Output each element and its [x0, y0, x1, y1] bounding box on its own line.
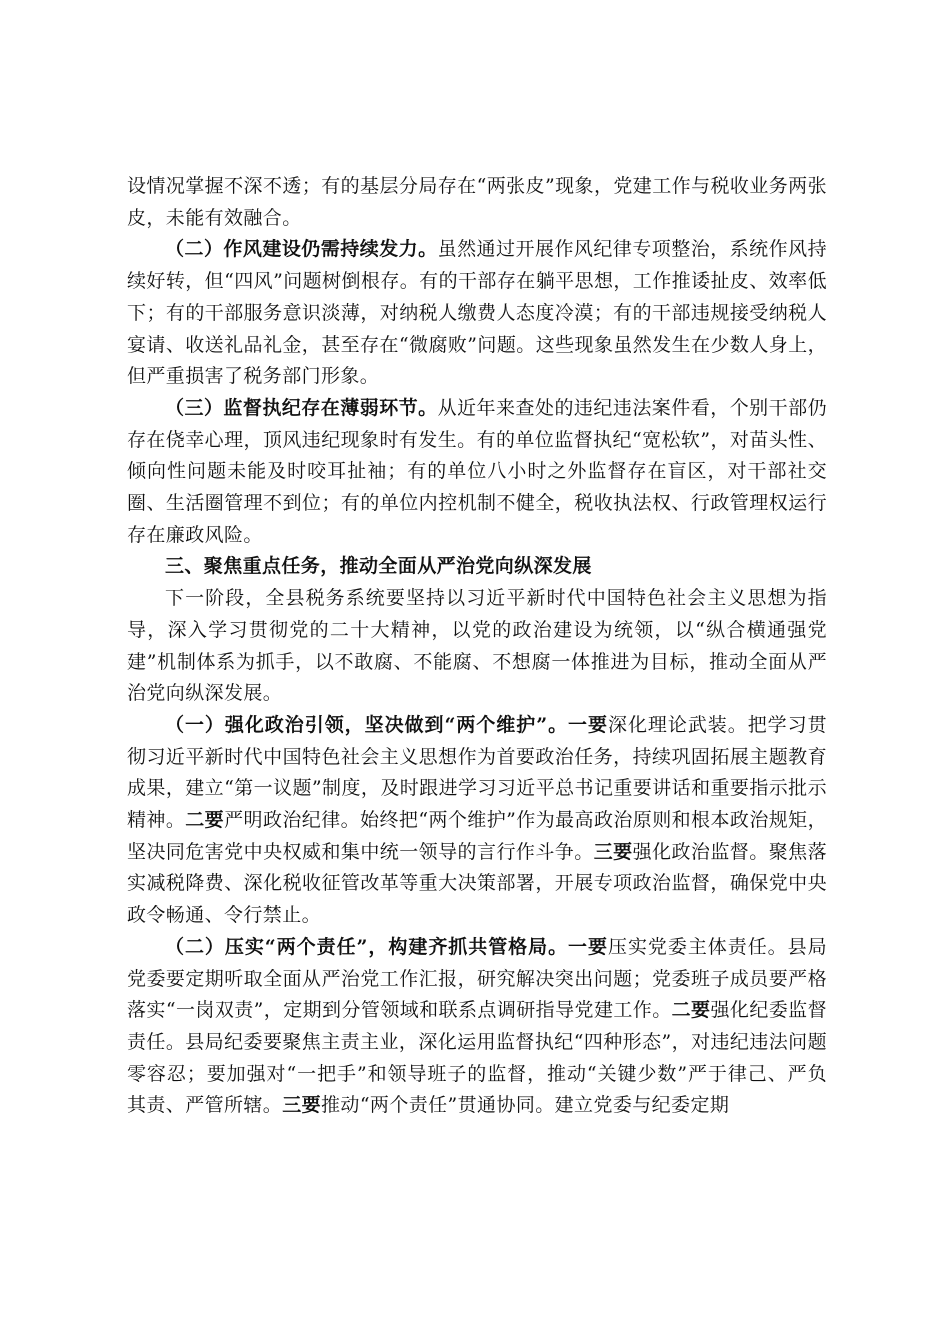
paragraph-lead: （一）强化政治引领，坚决做到“两个维护”。 [165, 713, 569, 736]
paragraph-supervision [127, 393, 827, 552]
paragraph-two-responsibilities [127, 932, 827, 1122]
keyword-first: 一要 [568, 935, 608, 958]
paragraph-text: 从近年来查处的违纪违法案件看，个别干部仍存在侥幸心理，顶风违纪现象时有发生。有的单位监督执纪“宽松软”，对苗头性、倾向性问题未能及时咬耳扯袖；有的单位八小时之外监督存在盲区，对干部社交圈、生活圈管理不到位；有的单位内控机制不健全，税收执法权、行政管理权运行存在廉政风险。 [127, 396, 827, 546]
paragraph-lead: （二）作风建设仍需持续发力。 [165, 238, 438, 261]
paragraph-lead: （二）压实“两个责任”，构建齐抓共管格局。 [165, 935, 569, 958]
paragraph-text: 下一阶段，全县税务系统要坚持以习近平新时代中国特色社会主义思想为指导，深入学习贯彻党的二十大精神，以党的政治建设为统领，以“纵合横通强党建”机制体系为抓手，以不敢腐、不能腐、不想腐一体推进为目标，推动全面从严治党向纵深发展。 [127, 587, 827, 705]
section-heading: 三、聚焦重点任务，推动全面从严治党向纵深发展 [165, 555, 592, 578]
paragraph-text: 严明政治纪律。始终把“两个维护”作为最高政治原则和根本政治规矩，坚决同危害党中央权威和集中统一领导的言行作斗争。 [127, 809, 827, 863]
keyword-third: 三要 [282, 1094, 322, 1117]
paragraph-next-stage [127, 583, 827, 710]
paragraph-text: 设情况掌握不深不透；有的基层分局存在“两张皮”现象，党建工作与税收业务两张皮，未能有效融合。 [127, 175, 827, 229]
keyword-second: 二要 [671, 999, 711, 1022]
paragraph-text: 强化政治监督。聚焦落实减税降费、深化税收征管改革等重大决策部署，开展专项政治监督，确保党中央政令畅通、令行禁止。 [127, 840, 827, 927]
keyword-third: 三要 [593, 840, 633, 863]
paragraph-text: 推动“两个责任”贯通协同。建立党委与纪委定期 [321, 1094, 730, 1117]
paragraph-lead: （三）监督执纪存在薄弱环节。 [165, 396, 438, 419]
keyword-second: 二要 [185, 809, 225, 832]
paragraph-text: 深化理论武装。把学习贯彻习近平新时代中国特色社会主义思想作为首要政治任务，持续巩固拓展主题教育成果，建立“第一议题”制度，及时跟进学习习近平总书记重要讲话和重要指示批示精神。 [127, 713, 827, 832]
document-body [127, 171, 827, 1122]
keyword-first: 一要 [568, 713, 608, 736]
paragraph-political-guidance [127, 710, 827, 932]
paragraph-text: 压实党委主体责任。县局党委要定期听取全面从严治党工作汇报，研究解决突出问题；党委班子成员要严格落实“一岗双责”，定期到分管领域和联系点调研指导党建工作。 [127, 935, 827, 1022]
paragraph-text: 虽然通过开展作风纪律专项整治，系统作风持续好转，但“四风”问题树倒根存。有的干部存在躺平思想，工作推诿扯皮、效率低下；有的干部服务意识淡薄，对纳税人缴费人态度冷漠；有的干部违规接受纳税人宴请、收送礼品礼金，甚至存在“微腐败”问题。这些现象虽然发生在少数人身上，但严重损害了税务部门形象。 [127, 238, 827, 388]
paragraph-continuation [127, 171, 827, 234]
paragraph-text: 强化纪委监督责任。县局纪委要聚焦主责主业，深化运用监督执纪“四种形态”，对违纪违法问题零容忍；要加强对“一把手”和领导班子的监督，推动“关键少数”严于律己、严负其责、严管所辖。 [127, 999, 827, 1117]
paragraph-work-style [127, 234, 827, 393]
